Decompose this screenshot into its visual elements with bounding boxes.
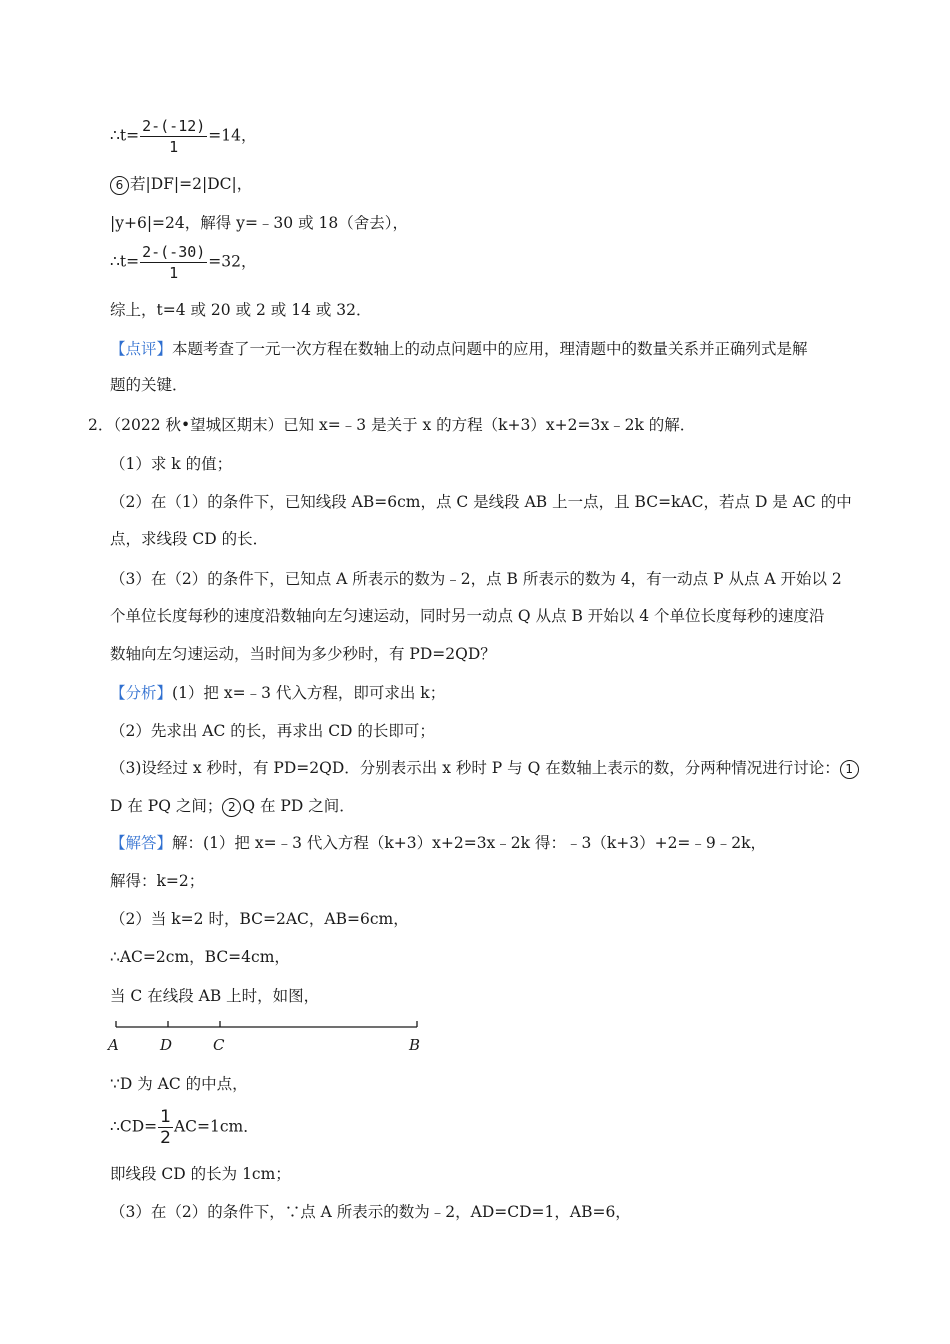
point-label-c: C [213,1036,225,1054]
circled-number: 6 [110,176,129,195]
case-6-line [110,173,252,195]
denominator: 2 [160,1128,171,1148]
case-6-text: 若|DF|=2|DC|， [130,175,253,193]
question-part-2a: （2）在（1）的条件下，已知线段 AB=6cm，点 C 是线段 AB 上一点，且 BC=kAC，若点 D 是 AC 的中 [110,493,852,511]
denominator: 1 [169,138,179,156]
solve-y-line: |y+6|=24，解得 y=﹣30 或 18（舍去）， [110,214,408,232]
equation-t-32 [110,242,257,283]
point-label-d: D [160,1036,173,1054]
point-label-a: A [108,1036,119,1054]
solution-line-3: （2）当 k=2 时，BC=2AC，AB=6cm， [110,910,409,928]
analysis-line-4 [110,795,355,817]
question-part-3b: 个单位长度每秒的速度沿数轴向左匀速运动，同时另一动点 Q 从点 B 开始以 4 个单位长度每秒的速度沿 [110,607,825,625]
fraction [140,242,207,283]
question-part-1: （1）求 k 的值； [110,455,233,473]
numerator: 1 [160,1107,171,1127]
analysis-case-1: D 在 PQ 之间； [110,797,223,815]
solution-text-1: 解：(1）把 x=﹣3 代入方程（k+3）x+2=3x﹣2k 得：﹣3（k+3）+2=﹣9﹣2k， [172,834,767,852]
circled-number: 1 [840,760,859,779]
analysis-tag: 【分析】 [110,684,173,702]
solution-tag: 【解答】 [110,834,173,852]
review-tag: 【点评】 [110,340,173,358]
analysis-line-3 [110,757,860,779]
summary-line: 综上，t=4 或 20 或 2 或 14 或 32． [110,301,372,319]
question-2-heading: 2．（2022 秋•望城区期末）已知 x=﹣3 是关于 x 的方程（k+3）x+2=3x﹣2k 的解． [88,416,696,434]
question-part-2b: 点，求线段 CD 的长． [110,530,269,548]
solution-line-8: 即线段 CD 的长为 1cm； [110,1165,291,1183]
eq-suffix: =32， [208,252,257,271]
analysis-text-3: （3)设经过 x 秒时，有 PD=2QD．分别表示出 x 秒时 P 与 Q 在数轴上表示的数，分两种情况进行讨论： [110,759,840,777]
solution-line-4: ∴AC=2cm，BC=4cm， [110,948,290,966]
solution-line-9: （3）在（2）的条件下，∵点 A 所表示的数为﹣2，AD=CD=1，AB=6， [110,1203,631,1221]
review-line-2: 题的关键． [110,376,188,394]
question-part-3a: （3）在（2）的条件下，已知点 A 所表示的数为﹣2，点 B 所表示的数为 4，有一动点 P 从点 A 开始以 2 [110,570,842,588]
eq-prefix: ∴CD= [110,1117,158,1136]
fraction [140,116,207,157]
eq-suffix: =14， [208,126,257,145]
eq-prefix: ∴t= [110,252,140,271]
numerator: 2-(-12) [142,117,206,135]
eq-suffix: AC=1cm． [173,1117,259,1136]
solution-line-6: ∵D 为 AC 的中点， [110,1075,248,1093]
numerator: 2-(-30) [142,243,206,261]
analysis-case-2: Q 在 PD 之间． [242,797,355,815]
question-part-3c: 数轴向左匀速运动，当时间为多少秒时，有 PD=2QD？ [110,645,496,663]
fraction-one-half [158,1107,173,1148]
analysis-text-1: (1）把 x=﹣3 代入方程，即可求出 k； [172,684,446,702]
solution-line-5: 当 C 在线段 AB 上时，如图， [110,987,320,1005]
eq-prefix: ∴t= [110,126,140,145]
solution-line-2: 解得：k=2； [110,872,205,890]
solution-line-1 [110,832,766,854]
solution-line-7 [110,1107,259,1148]
review-text: 本题考查了一元一次方程在数轴上的动点问题中的应用，理清题中的数量关系并正确列式是解 [172,340,808,358]
denominator: 1 [169,264,179,282]
segment-diagram [110,1018,430,1036]
analysis-line-2: （2）先求出 AC 的长，再求出 CD 的长即可； [110,722,435,740]
point-label-b: B [409,1036,421,1054]
analysis-line-1 [110,682,445,704]
circled-number: 2 [222,798,241,817]
review-line [110,338,808,360]
equation-t-14 [110,116,257,157]
